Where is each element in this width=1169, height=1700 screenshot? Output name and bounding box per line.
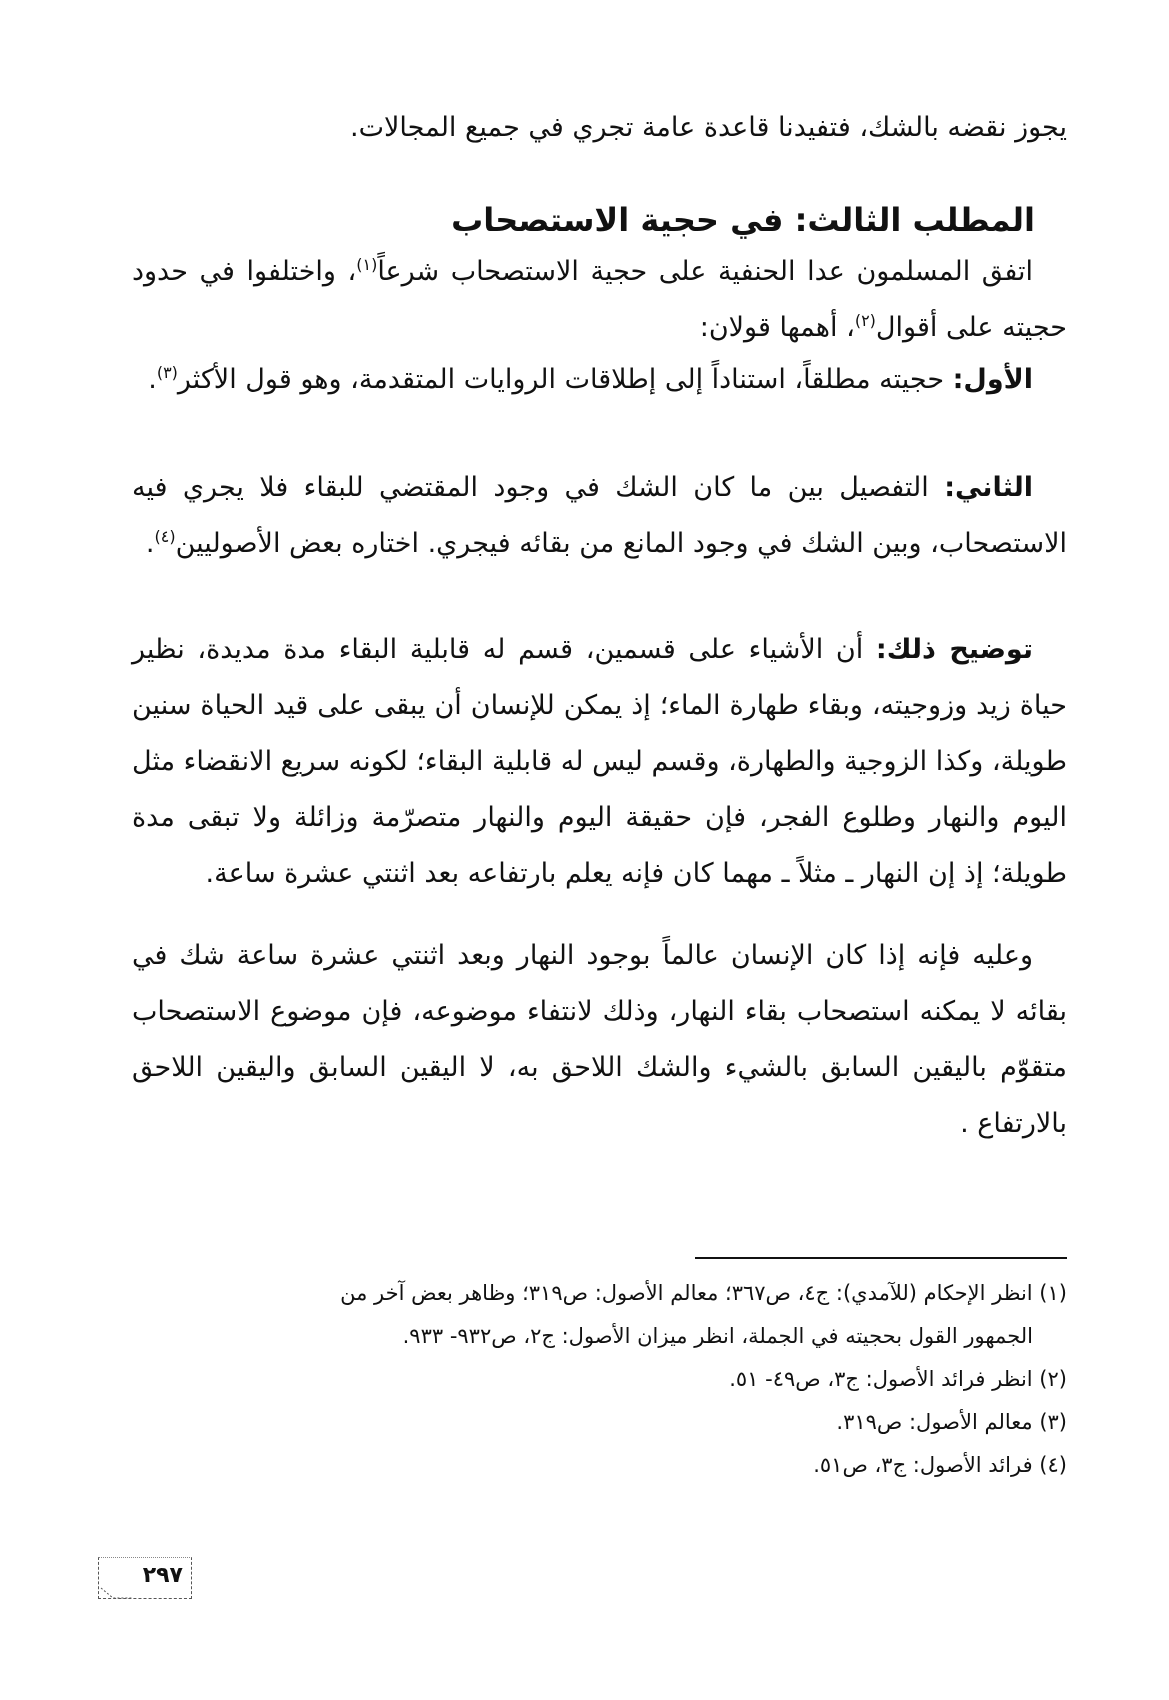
paragraph-text: اتفق المسلمون عدا الحنفية على حجية الاستصحاب شرعاً (377, 256, 1033, 287)
footnote-2: (٢) انظر فرائد الأصول: ج٣، ص٤٩- ٥١. (729, 1367, 1067, 1391)
footnote-ref-3[interactable]: (٣) (156, 363, 178, 382)
footnotes (132, 1272, 1067, 1487)
footnote-1-continued: الجمهور القول بحجيته في الجملة، انظر ميزان الأصول: ج٢، ص٩٣٢- ٩٣٣. (402, 1324, 1033, 1348)
footnote-4: (٤) فرائد الأصول: ج٣، ص٥١. (813, 1453, 1067, 1477)
paragraph-text: وعليه فإنه إذا كان الإنسان عالماً بوجود النهار وبعد اثنتي عشرة ساعة شك في بقائه لا يمكنه استصحاب بقاء النهار، وذلك لانتفاء موضوعه، فإن موضوع الاستصحاب متقوّم باليقين السابق بالشيء والشك اللاحق به، لا اليقين السابق واليقين اللاحق بالارتفاع . (132, 940, 1067, 1139)
section-heading: المطلب الثالث: في حجية الاستصحاب (451, 201, 1035, 239)
footnote-separator (695, 1257, 1067, 1259)
paragraph-explanation (132, 622, 1067, 902)
page-corner-icon (99, 1586, 135, 1600)
first-opinion-label: الأول: (952, 364, 1033, 395)
footnote-ref-4[interactable]: (٤) (154, 527, 176, 546)
paragraph-second-opinion (132, 460, 1067, 572)
footnote-3: (٣) معالم الأصول: ص٣١٩. (836, 1410, 1067, 1434)
paragraph-text: التفصيل بين ما كان الشك في وجود المقتضي للبقاء فلا يجري فيه الاستصحاب، وبين الشك في وجود المانع من بقائه فيجري. اختاره بعض الأصوليين (132, 472, 1067, 559)
page-number: ٢٩٧ (142, 1563, 183, 1588)
second-opinion-label: الثاني: (944, 472, 1033, 503)
paragraph-agreement (132, 244, 1067, 356)
footnote-1: (١) انظر الإحكام (للآمدي): ج٤، ص٣٦٧؛ معالم الأصول: ص٣١٩؛ وظاهر بعض آخر من (340, 1281, 1067, 1305)
paragraph-text: أن الأشياء على قسمين، قسم له قابلية البقاء مدة مديدة، نظير حياة زيد وزوجيته، وبقاء طهارة الماء؛ إذ يمكن للإنسان أن يبقى على قيد الحياة سنين طويلة، وكذا الزوجية والطهارة، وقسم ليس له قابلية البقاء؛ لكونه سريع الانقضاء مثل اليوم والنهار وطلوع الفجر، فإن حقيقة اليوم والنهار متصرّمة وزائلة ولا تبقى مدة طويلة؛ إذ إن النهار ـ مثلاً ـ مهما كان فإنه يعلم بارتفاعه بعد اثنتي عشرة ساعة. (132, 634, 1067, 889)
paragraph-conclusion (132, 928, 1067, 1152)
footnote-ref-2[interactable]: (٢) (854, 311, 876, 330)
explanation-label: توضيح ذلك: (875, 634, 1033, 665)
footnote-ref-1[interactable]: (١) (356, 255, 378, 274)
paragraph-first-opinion (132, 352, 1067, 408)
paragraph-text: ، أهمها قولان: (699, 312, 855, 343)
paragraph-text: حجيته مطلقاً، استناداً إلى إطلاقات الروايات المتقدمة، وهو قول الأكثر (177, 364, 953, 395)
paragraph-end: . (148, 364, 157, 395)
page-number-box (98, 1557, 192, 1599)
paragraph-text: ، واختلفوا في حدود حجيته على أقوال (132, 256, 1067, 343)
continuation-line: يجوز نقضه بالشك، فتفيدنا قاعدة عامة تجري في جميع المجالات. (350, 112, 1067, 143)
paragraph-end: . (145, 528, 155, 559)
